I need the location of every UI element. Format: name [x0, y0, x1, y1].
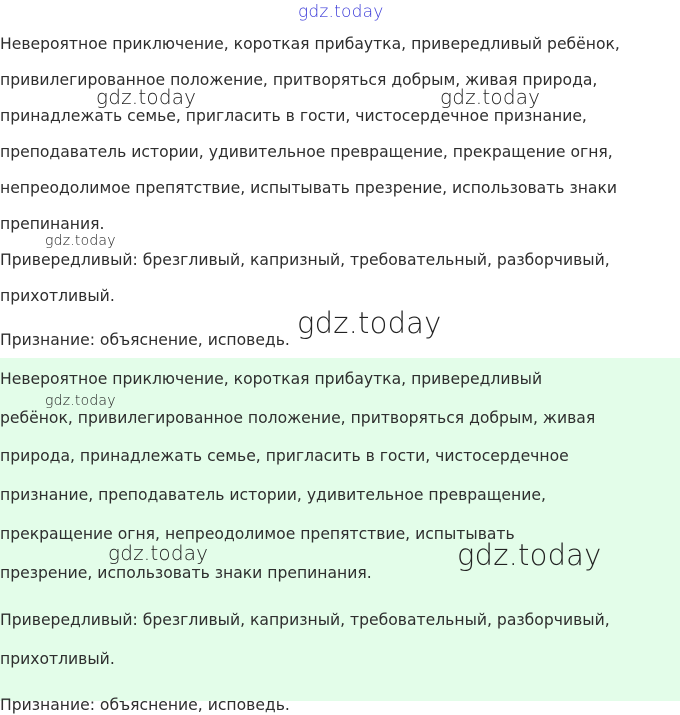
- text-line: преподаватель истории, удивительное превращение, прекращение огня,: [0, 143, 613, 161]
- text-line: Невероятное приключение, короткая прибаутка, привередливый: [0, 370, 543, 388]
- text-line: ребёнок, привилегированное положение, притворяться добрым, живая: [0, 409, 596, 427]
- text-line: Привередливый: брезгливый, капризный, требовательный, разборчивый,: [0, 251, 610, 269]
- text-line: прихотливый.: [0, 650, 115, 668]
- text-line: непреодолимое препятствие, испытывать презрение, использовать знаки: [0, 179, 618, 197]
- watermark: gdz.today: [108, 541, 209, 565]
- watermark: gdz.today: [440, 85, 541, 109]
- watermark: gdz.today: [298, 2, 384, 22]
- text-line: принадлежать семье, пригласить в гости, чистосердечное признание,: [0, 107, 587, 125]
- text-line: Признание: объяснение, исповедь.: [0, 696, 290, 714]
- text-line: препинания.: [0, 215, 105, 233]
- watermark: gdz.today: [457, 538, 602, 572]
- text-line: Признание: объяснение, исповедь.: [0, 331, 290, 349]
- text-line: Невероятное приключение, короткая прибаутка, привередливый ребёнок,: [0, 35, 620, 53]
- text-line: Привередливый: брезгливый, капризный, требовательный, разборчивый,: [0, 611, 610, 629]
- text-line: прекращение огня, непреодолимое препятствие, испытывать: [0, 525, 515, 543]
- watermark: gdz.today: [45, 233, 116, 249]
- text-line: презрение, использовать знаки препинания.: [0, 564, 372, 582]
- text-line: прихотливый.: [0, 287, 115, 305]
- text-line: признание, преподаватель истории, удивительное превращение,: [0, 486, 546, 504]
- text-line: привилегированное положение, притворяться добрым, живая природа,: [0, 71, 598, 89]
- watermark: gdz.today: [297, 306, 442, 340]
- watermark: gdz.today: [45, 393, 116, 409]
- bottom-text-section: [0, 358, 680, 714]
- text-line: природа, принадлежать семье, пригласить в гости, чистосердечное: [0, 447, 569, 465]
- watermark: gdz.today: [96, 85, 197, 109]
